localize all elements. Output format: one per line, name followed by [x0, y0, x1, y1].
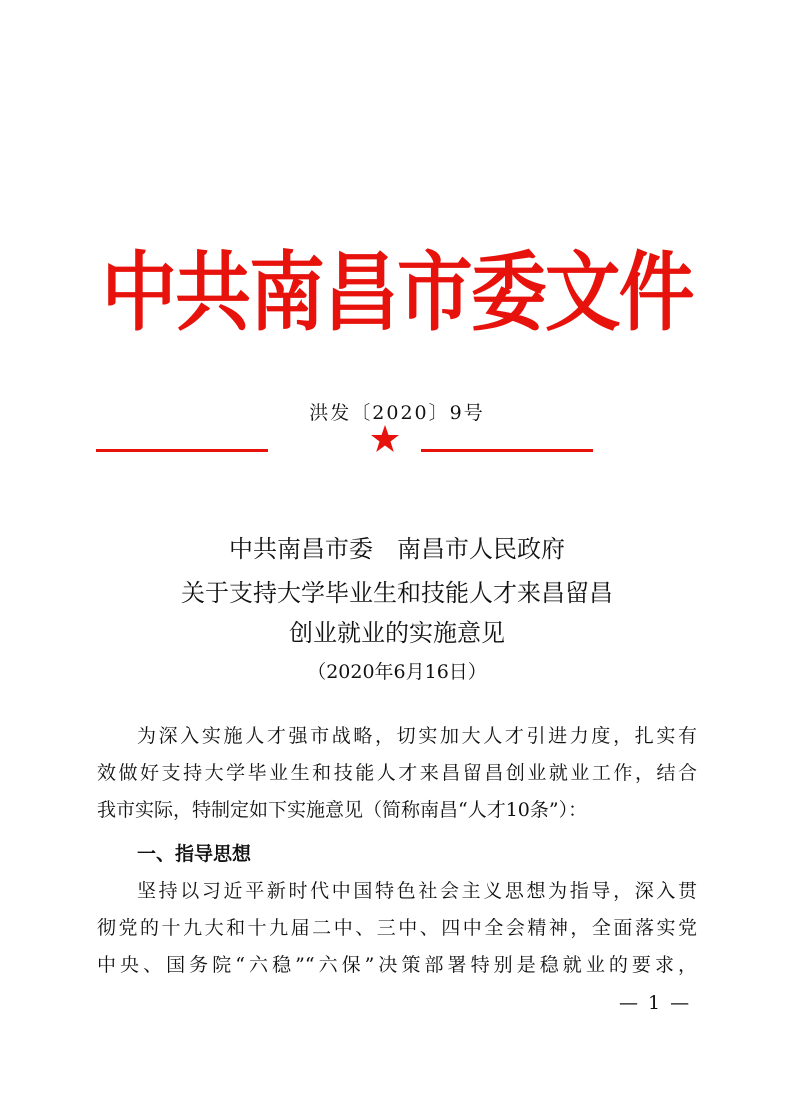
document-title-line-1: 中共南昌市委 南昌市人民政府: [229, 535, 565, 563]
red-star-icon: [370, 424, 400, 454]
section-paragraph: [97, 873, 697, 984]
intro-line-1: 为深入实施人才强市战略，切实加大人才引进力度，扎实有: [137, 725, 697, 747]
intro-paragraph: [97, 718, 697, 829]
section-heading: 一、指导思想: [137, 843, 252, 865]
document-number: 洪发〔2020〕9号: [309, 402, 485, 424]
document-date: （2020年6月16日）: [307, 661, 487, 683]
intro-line-3: 我市实际，特制定如下实施意见（简称南昌“人才10条”）：: [97, 799, 588, 821]
intro-line-2: 效做好支持大学毕业生和技能人才来昌留昌创业就业工作，结合: [97, 762, 697, 784]
red-rule-right: [421, 449, 593, 452]
document-title-line-2: 关于支持大学毕业生和技能人才来昌留昌: [181, 579, 613, 607]
document-title-line-3: 创业就业的实施意见: [289, 619, 505, 647]
section-line-3: 中央、国务院“六稳”“六保”决策部署特别是稳就业的要求，: [97, 954, 697, 976]
masthead-title: 中共南昌市委文件: [101, 243, 693, 343]
page-number: — 1 —: [619, 992, 692, 1014]
section-line-1: 坚持以习近平新时代中国特色社会主义思想为指导，深入贯: [137, 880, 697, 902]
red-rule-left: [96, 449, 268, 452]
section-line-2: 彻党的十九大和十九届二中、三中、四中全会精神，全面落实党: [97, 917, 697, 939]
